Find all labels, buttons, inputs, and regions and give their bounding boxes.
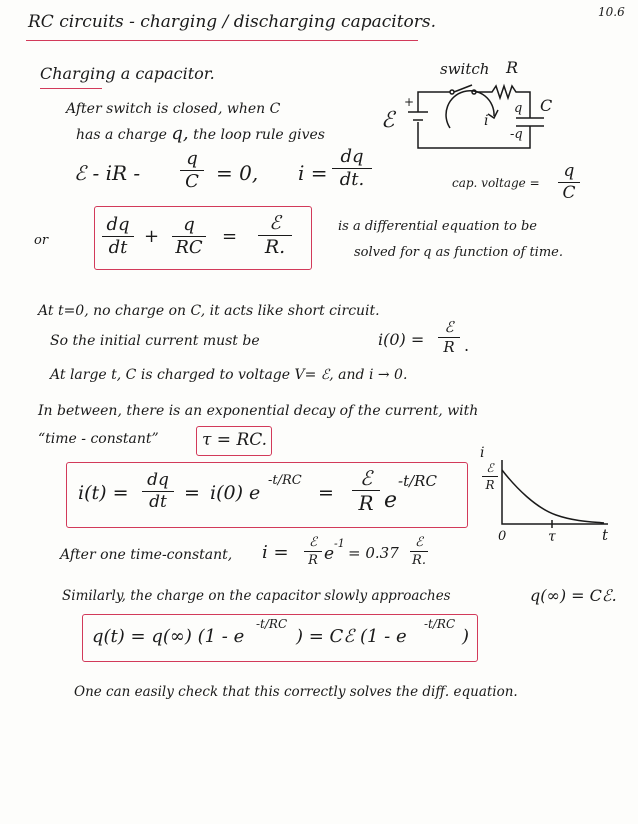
time-const-e-exp: -1 [334,537,345,550]
initial-dot: . [464,336,470,355]
diff-eq-desc-line2: solved for q as function of time. [354,245,563,260]
title-underline [26,40,418,41]
circuit-current-label: i [484,113,489,129]
loop-rule-line2-end: the loop rule gives [193,127,325,143]
decay-graph [496,458,616,538]
diff-eq-emf-r [258,214,292,257]
between-line1: In between, there is an exponential decay of the current, with [38,403,479,419]
current-eq-emf-r [352,468,380,513]
loop-eq-dt: dt. [339,169,365,190]
loop-eq-i: i = [298,161,328,185]
battery-plus: + [404,95,415,109]
graph-y-tick-r: R [485,478,495,492]
loop-eq-dq-dt [332,148,372,189]
time-const-emf: ℰ [309,535,317,550]
cap-voltage-q: q [563,161,575,181]
initial-line3: At large t, C is charged to voltage V= ℰ, and i → 0. [50,367,408,383]
resistor-label: R [506,58,519,77]
current-eq-tail: e [384,488,398,513]
initial-r: R [443,338,455,356]
diff-eq-q: q [183,214,195,235]
cap-voltage-fraction [558,163,580,202]
loop-eq-lhs: ℰ - iR - [74,161,141,185]
charge-eq-exp2: -t/RC [424,617,456,631]
diff-eq-desc-line1: is a differential equation to be [338,219,537,234]
time-const-emf-r2 [410,536,428,567]
time-const-i: i = [262,542,289,563]
current-eq-lhs: i(t) = [78,482,129,504]
graph-y-axis-label: i [480,445,485,461]
current-eq-equals: = [184,482,200,504]
time-const-r: R [308,553,318,568]
initial-i0: i(0) = [378,330,425,349]
loop-eq-c: C [185,171,199,192]
closing-line: One can easily check that this correctly solves the diff. equation. [74,684,518,700]
graph-x-tau: τ [548,529,556,545]
current-eq-dq: dq [147,470,169,490]
tau-equation: τ = RC. [202,430,268,450]
time-const-emf2: ℰ [415,535,423,550]
initial-emf-r [438,320,460,355]
switch-label: switch [440,60,490,78]
current-eq-mid: i(0) e [210,482,261,504]
diff-eq-rc: RC [175,237,203,258]
between-line2: “time - constant” [38,431,159,447]
charge-eq-end: ) [462,626,470,647]
loop-rule-q: q, [171,123,189,144]
current-eq-dq-dt [142,472,174,511]
loop-eq-q-over-c [180,150,204,191]
graph-x-axis-label: t [602,526,609,544]
diff-eq-dq: dq [106,214,130,235]
time-const-text: After one time-constant, [60,547,233,563]
current-eq-dt: dt [149,492,167,512]
diff-eq-q-rc [172,216,206,257]
time-const-emf-r [304,536,322,567]
section-heading: Charging a capacitor. [40,64,215,83]
current-eq-equals2: = [318,482,334,504]
loop-rule-line1: After switch is closed, when C [66,101,281,117]
capacitor-label: C [540,96,553,115]
similarly-q-inf: q(∞) = Cℰ. [530,586,617,605]
charge-eq-lhs: q(t) = q(∞) (1 - e [92,626,245,647]
current-eq-tail-exp: -t/RC [398,472,437,490]
loop-eq-q: q [186,148,198,169]
diff-eq-plus: + [144,226,160,247]
time-const-e: e [324,544,335,564]
loop-eq-dq: dq [340,146,364,167]
charge-eq-exp1: -t/RC [256,617,288,631]
graph-y-tick-emf: ℰ [486,461,494,475]
current-eq-r: R [358,491,374,515]
circuit-diagram [380,80,580,160]
page-number: 10.6 [598,5,625,19]
initial-line2: So the initial current must be [50,333,260,349]
diff-eq-r: R. [264,236,286,258]
cap-voltage-c: C [562,183,576,203]
plate-charge-bottom-label: -q [510,127,523,142]
loop-eq-zero: = 0, [216,161,259,185]
time-const-value: = 0.37 [348,544,399,562]
graph-x-origin: 0 [498,529,507,544]
charge-eq-mid: ) = Cℰ (1 - e [296,626,407,647]
loop-rule-line2 [76,125,325,143]
loop-rule-line2-start: has a charge [76,127,167,143]
page-title: RC circuits - charging / discharging capacitors. [28,12,437,32]
diff-eq-dt: dt [108,237,128,258]
emf-symbol: ℰ [381,108,395,133]
cap-voltage-label: cap. voltage = [452,176,540,190]
diff-eq-equals: = [222,226,238,247]
time-const-r2: R. [412,553,426,568]
similarly-text: Similarly, the charge on the capacitor slowly approaches [62,588,451,604]
diff-eq-emf: ℰ [269,212,281,234]
current-eq-mid-exp: -t/RC [268,473,302,488]
initial-emf: ℰ [444,318,454,336]
initial-line1: At t=0, no charge on C, it acts like short circuit. [38,303,380,319]
section-underline [40,88,102,89]
current-eq-emf: ℰ [359,466,373,490]
diff-eq-dq-dt [102,216,134,257]
plate-charge-top: q [514,101,523,116]
or-label: or [34,233,49,248]
